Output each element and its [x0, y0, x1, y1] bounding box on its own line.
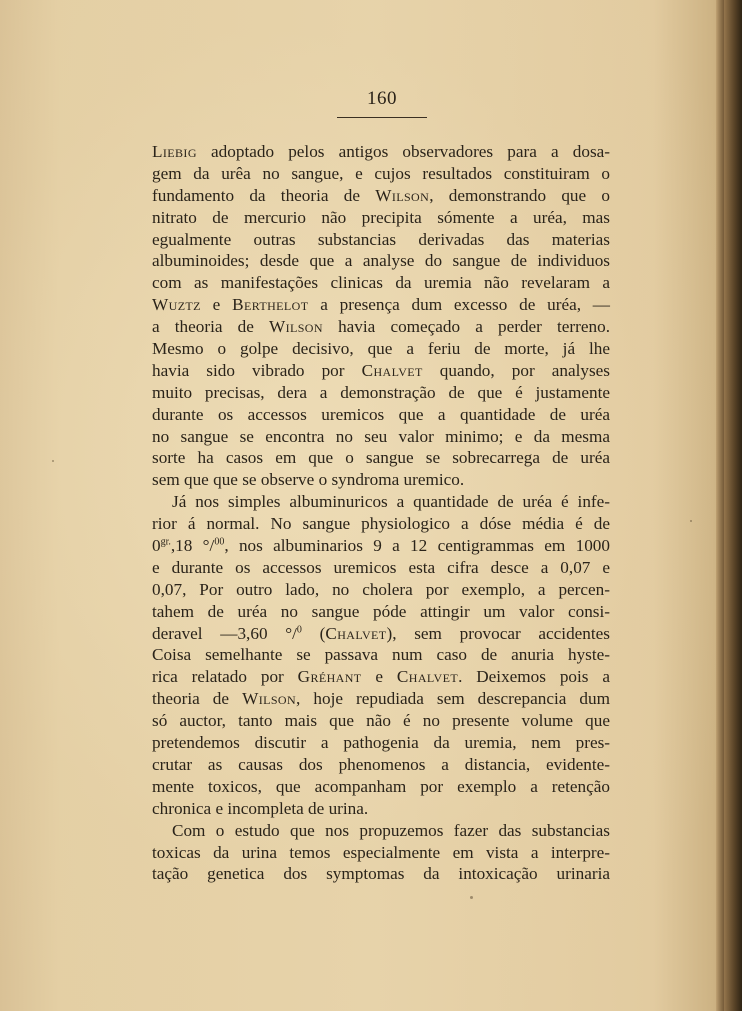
text-line — [152, 316, 610, 338]
paper-speck — [690, 520, 692, 522]
text-line — [152, 776, 610, 798]
text-line — [152, 798, 610, 820]
text-run: toxicas da urina temos especialmente em vista a interpre- — [152, 842, 610, 862]
author-name: Chalvet — [361, 360, 423, 380]
text-line — [152, 666, 610, 688]
text-run: a presença dum excesso de uréa, — — [308, 295, 610, 315]
author-name: Gréhant — [297, 667, 362, 687]
text-run: havia começado a perder terreno. — [322, 317, 610, 337]
superscript: 0 — [296, 623, 302, 635]
text-run: havia sido vibrado por — [152, 360, 362, 380]
text-run: tação genetica dos symptomas da intoxicação urinaria — [152, 864, 610, 884]
binding-shadow — [716, 0, 724, 1011]
author-name: Wilson — [375, 185, 430, 205]
text-line — [152, 820, 610, 842]
text-run: albuminoides; desde que a analyse do sangue de individuos — [152, 251, 610, 271]
text-run: Com o estudo que nos propuzemos fazer das substancias — [172, 820, 610, 840]
body-text — [152, 141, 610, 885]
text-run: sem que que se observe o syndroma uremico. — [152, 470, 465, 490]
text-run: tahem de uréa no sangue póde attingir um valor consi- — [152, 601, 610, 621]
text-run: egualmente outras substancias derivadas das materias — [152, 229, 610, 249]
text-line — [152, 535, 610, 557]
author-name: Chalvet — [396, 667, 459, 687]
text-run: quando, por analyses — [422, 360, 610, 380]
text-line — [152, 382, 610, 404]
text-line — [152, 426, 610, 448]
author-name: Wuztz — [152, 295, 201, 315]
text-line — [152, 250, 610, 272]
text-line — [152, 404, 610, 426]
text-line — [152, 163, 610, 185]
text-run: durante os accessos uremicos que a quantidade de uréa — [152, 404, 610, 424]
text-run: , hoje repudiada sem descrepancia dum — [296, 689, 610, 709]
text-run: nitrato de mercurio não precipita sómente a uréa, mas — [152, 207, 610, 227]
text-line — [152, 491, 610, 513]
text-run: theoria de — [152, 689, 243, 709]
text-line — [152, 688, 610, 710]
text-run: crutar as causas dos phenomenos a distancia, evidente- — [152, 754, 610, 774]
superscript: gr. — [160, 536, 171, 548]
author-name: Wilson — [268, 317, 323, 337]
page-number: 160 — [367, 88, 397, 109]
text-line — [152, 623, 610, 645]
author-name: Chalvet — [325, 623, 387, 643]
text-line — [152, 732, 610, 754]
text-run: com as manifestações clinicas da uremia não revelaram a — [152, 273, 610, 293]
text-run: 0,07, Por outro lado, no cholera por exemplo, a percen- — [152, 579, 610, 599]
text-line — [152, 338, 610, 360]
text-line — [152, 557, 610, 579]
text-run: pretendemos discutir a pathogenia da uremia, nem pres- — [152, 733, 610, 753]
text-line — [152, 579, 610, 601]
text-line — [152, 601, 610, 623]
text-run: deravel —3,60 °/ — [152, 623, 297, 643]
text-run: adoptado pelos antigos observadores para a dosa- — [196, 142, 610, 161]
author-name: Berthelot — [232, 295, 309, 315]
text-line — [152, 754, 610, 776]
text-run: ), sem provocar accidentes — [386, 623, 610, 643]
text-line — [152, 842, 610, 864]
text-run: rior á normal. No sangue physiologico a dóse média é de — [152, 514, 610, 534]
text-line — [152, 513, 610, 535]
text-run: só auctor, tanto mais que não é no presente volume que — [152, 711, 610, 731]
text-run: Coisa semelhante se passava num caso de anuria hyste- — [152, 645, 610, 665]
text-run: rica relatado por — [152, 667, 298, 687]
text-line — [152, 469, 610, 491]
superscript: 00 — [214, 536, 225, 548]
text-line — [152, 863, 610, 885]
text-run: gem da urêa no sangue, e cujos resultados constituiram o — [152, 163, 610, 183]
author-name: Wilson — [242, 689, 297, 709]
text-line — [152, 185, 610, 207]
text-line — [152, 272, 610, 294]
text-line — [152, 644, 610, 666]
page-number-rule — [337, 117, 427, 118]
paper-speck — [470, 896, 473, 899]
text-run: e — [361, 667, 397, 687]
text-line — [152, 360, 610, 382]
text-run: e durante os accessos uremicos esta cifra desce a 0,07 e — [152, 557, 610, 577]
text-run: no sangue se encontra no seu valor minimo; e da mesma — [152, 426, 610, 446]
text-run: fundamento da theoria de — [152, 185, 376, 205]
text-run: Mesmo o golpe decisivo, que a feriu de morte, já lhe — [152, 339, 610, 359]
text-run: chronica e incompleta de urina. — [152, 798, 369, 818]
text-line — [152, 710, 610, 732]
text-run: mente toxicos, que acompanham por exemplo a retenção — [152, 776, 610, 796]
text-run: , nos albuminarios 9 a 12 centigrammas em 1000 — [224, 536, 610, 556]
text-run: ( — [301, 623, 326, 643]
text-run: 0 — [152, 536, 161, 556]
text-line — [152, 447, 610, 469]
text-run: , demonstrando que o — [429, 185, 610, 205]
text-run: sorte ha casos em que o sangue se sobrecarrega de uréa — [152, 448, 610, 468]
text-run: . Deixemos pois a — [458, 667, 610, 687]
text-run: Já nos simples albuminuricos a quantidade de uréa é infe- — [172, 492, 610, 512]
text-line — [152, 229, 610, 251]
text-run: a theoria de — [152, 317, 269, 337]
paper-speck — [52, 460, 54, 462]
text-line — [152, 207, 610, 229]
text-line — [152, 141, 610, 163]
text-run: muito precisas, dera a demonstração de que é justamente — [152, 382, 610, 402]
text-line — [152, 294, 610, 316]
text-run: ,18 °/ — [170, 536, 215, 556]
author-name: Liebig — [152, 142, 197, 161]
text-run: e — [200, 295, 233, 315]
